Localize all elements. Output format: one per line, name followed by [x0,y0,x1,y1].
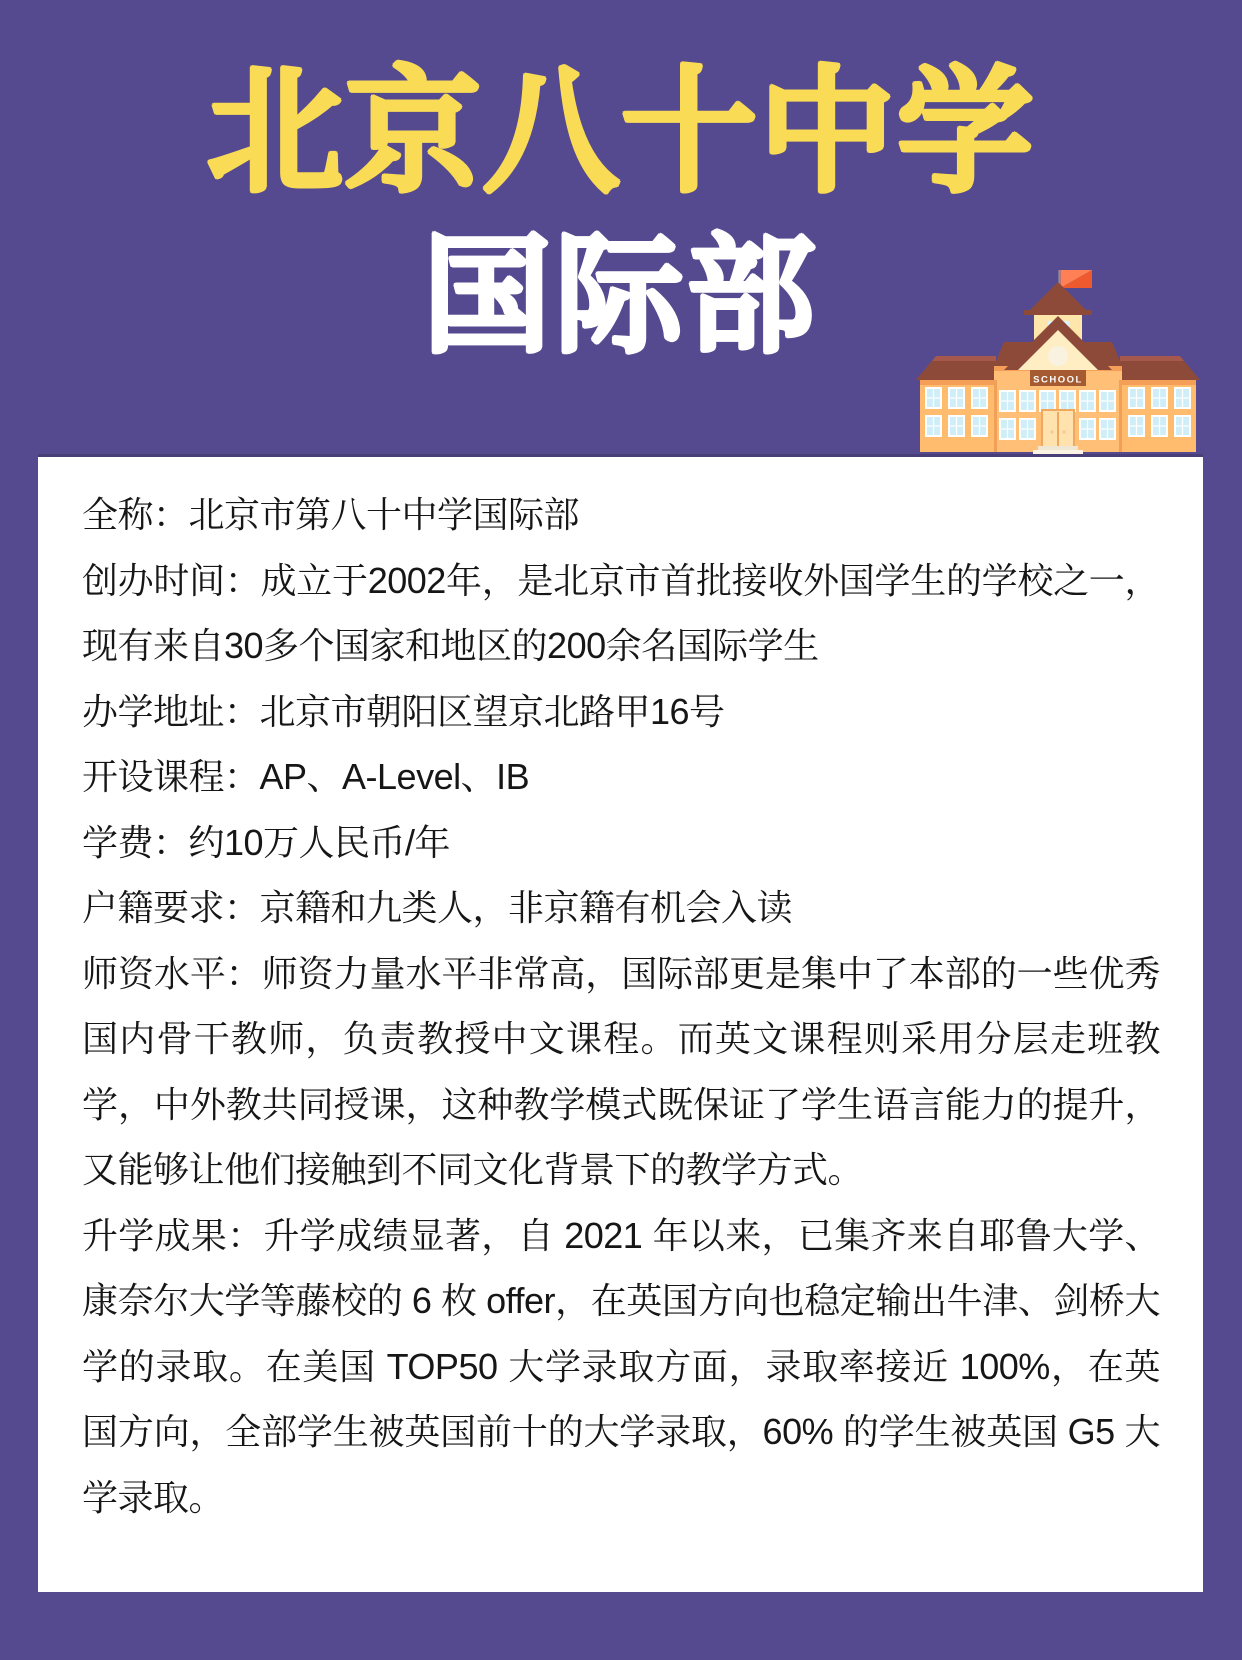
header [0,0,1242,454]
info-item-full-name: 全称：北京市第八十中学国际部 [82,494,580,535]
info-item-curriculum: 开设课程：AP、A-Level、IB [82,756,530,797]
school-building-icon [916,264,1200,454]
page-subtitle: 国际部 [422,225,819,369]
info-item-faculty: 师资水平：师资力量水平非常高，国际部更是集中了本部的一些优秀国内骨干教师，负责教授中文课程。而英文课程则采用分层走班教学，中外教共同授课，这种教学模式既保证了学生语言能力的提升，又能够让他们接触到不同文化背景下的教学方式。 [82,952,1160,1190]
info-item-founded: 创办时间：成立于2002年，是北京市首批接收外国学生的学校之一，现有来自30多个国家和地区的200余名国际学生 [82,559,1160,666]
school-sign-label: SCHOOL [1033,374,1083,386]
page-title: 北京八十中学 [207,56,1035,208]
info-card [38,454,1203,1592]
info-item-tuition: 学费：约10万人民币/年 [82,821,451,863]
info-item-address: 办学地址：北京市朝阳区望京北路甲16号 [82,690,725,732]
info-item-hukou: 户籍要求：京籍和九类人，非京籍有机会入读 [82,887,793,928]
info-item-outcomes: 升学成果：升学成绩显著，自 2021 年以来，已集齐来自耶鲁大学、康奈尔大学等藤校的 6 枚 offer，在英国方向也稳定输出牛津、剑桥大学的录取。在美国 TOP50 大学录取方面，录取率接近 100%，在英国方向，全部学生被英国前十的大学录取，60% 的学生被英国 G5 大学录取。 [82,1214,1160,1518]
footer-strip [0,1592,1242,1660]
